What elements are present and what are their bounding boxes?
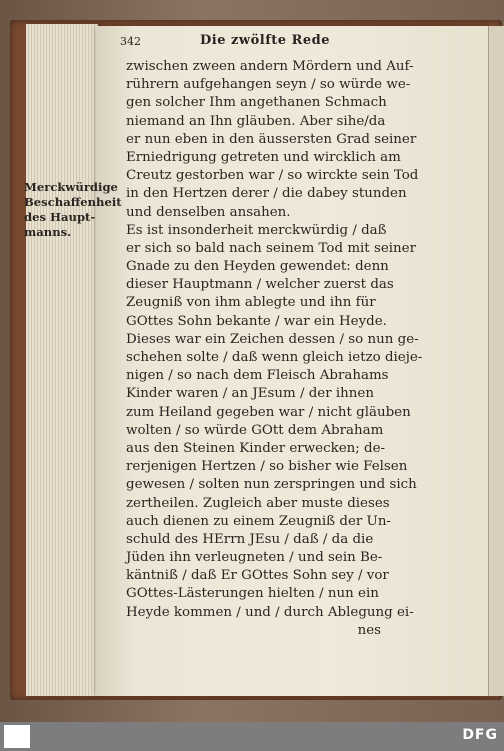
text-line: Kinder waren / an JEsum / der ihnen bbox=[126, 386, 374, 402]
text-line: er sich so bald nach seinem Tod mit seiner bbox=[126, 240, 416, 256]
page-header bbox=[120, 33, 390, 55]
dfg-logo: DFG bbox=[462, 727, 498, 743]
text-line: rerjenigen Hertzen / so bisher wie Felsen bbox=[126, 459, 408, 475]
text-line: Heyde kommen / und / durch Ablegung ei- bbox=[126, 604, 414, 620]
text-line: Jüden ihn verleugneten / und sein Be- bbox=[126, 550, 383, 566]
text-line: wolten / so würde GOtt dem Abraham bbox=[126, 422, 384, 438]
text-line: er nun eben in den äussersten Grad seiner bbox=[126, 131, 417, 147]
text-line: Dieses war ein Zeichen dessen / so nun ge- bbox=[126, 331, 419, 347]
marginal-line: Merckwürdige bbox=[24, 180, 118, 194]
text-line: rührern aufgehangen seyn / so würde we- bbox=[126, 77, 411, 93]
body-text bbox=[126, 58, 423, 640]
marginal-line: manns. bbox=[24, 225, 72, 239]
text-line: Erniedrigung getreten und wircklich am bbox=[126, 149, 401, 165]
text-line: zum Heiland gegeben war / nicht gläuben bbox=[126, 404, 411, 420]
text-line: und denselben ansahen. bbox=[126, 204, 291, 220]
text-line: Es ist insonderheit merckwürdig / daß bbox=[126, 222, 387, 238]
text-line: zertheilen. Zugleich aber muste dieses bbox=[126, 495, 390, 511]
viewer-footer bbox=[0, 722, 504, 751]
institution-logo-text: FRANCKESCHE STIFTUNGEN bbox=[33, 734, 73, 738]
text-line: aus den Steinen Kinder erwecken; de- bbox=[126, 440, 386, 456]
text-line: schehen solte / daß wenn gleich ietzo dieje- bbox=[126, 350, 423, 365]
text-line: Gnade zu den Heyden gewendet: denn bbox=[126, 259, 389, 275]
text-line: gewesen / solten nun zerspringen und sich bbox=[126, 477, 417, 493]
text-line: gen solcher Ihm angethanen Schmach bbox=[126, 95, 387, 111]
text-line: Creutz gestorben war / so wirckte sein Tod bbox=[126, 168, 419, 184]
text-line: nes bbox=[357, 622, 381, 638]
page-number: 342 bbox=[120, 35, 141, 48]
text-line: GOttes-Lästerungen hielten / nun ein bbox=[126, 586, 379, 602]
text-line: auch dienen zu einem Zeugniß der Un- bbox=[126, 513, 391, 529]
marginal-note bbox=[24, 180, 128, 240]
marginal-line: des Haupt- bbox=[24, 210, 96, 224]
facing-page-edge bbox=[488, 26, 504, 696]
text-line: nigen / so nach dem Fleisch Abrahams bbox=[126, 368, 389, 384]
institution-logo bbox=[4, 725, 73, 748]
text-line: käntniß / daß Er GOttes Sohn sey / vor bbox=[126, 568, 389, 584]
text-line: zwischen zween andern Mördern und Auf- bbox=[126, 59, 414, 74]
page-edges bbox=[26, 24, 98, 696]
text-line: Zeugniß von ihm ablegte und ihn für bbox=[126, 295, 376, 311]
marginal-line: Beschaffenheit bbox=[24, 195, 122, 209]
text-line: dieser Hauptmann / welcher zuerst das bbox=[126, 277, 394, 293]
text-line: in den Hertzen derer / die dabey stunden bbox=[126, 186, 407, 202]
running-title: Die zwölfte Rede bbox=[200, 33, 331, 48]
text-line: GOttes Sohn bekante / war ein Heyde. bbox=[126, 313, 387, 329]
text-line: schuld des HErrn JEsu / daß / da die bbox=[126, 531, 374, 547]
text-line: niemand an Ihn gläuben. Aber sihe/da bbox=[126, 113, 386, 129]
